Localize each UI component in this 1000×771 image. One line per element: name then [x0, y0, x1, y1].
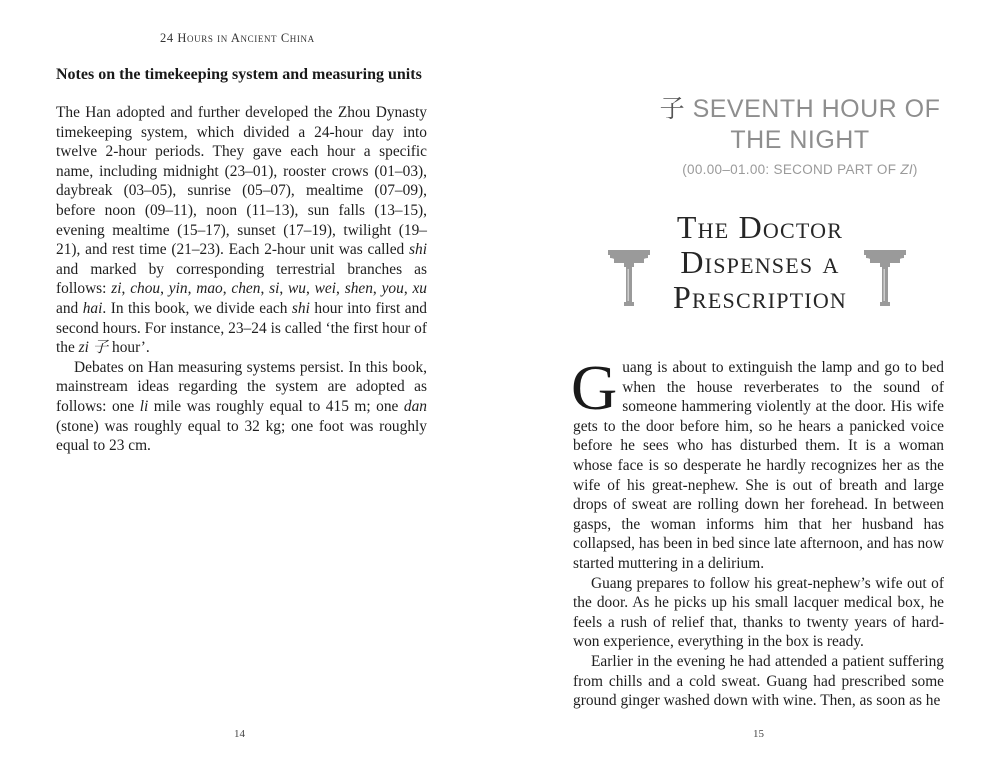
chapter-title-line3: Prescription — [673, 279, 847, 315]
chapter-title-line1: The Doctor — [676, 209, 844, 245]
text-run: hour’. — [108, 339, 150, 357]
italic-term: you — [381, 280, 404, 298]
text-run: , — [160, 280, 169, 298]
text-run: , — [121, 280, 131, 298]
paragraph-text: uang is about to extinguish the lamp and go to bed when the house reverberates to the sound of someone hammering violently at the door. His wife gets to the door before him, so he hears a panicked voice before he sees who has disturbed them. It is a woman whose face is so desperate he hardly recognizes her as the wife of his great-nephew. She is out of breath and large drops of sweat are rolling down her forehead. In between gasps, the woman informs him that her husband has collapsed, has been in bed since late afternoon, and has now started muttering in a delirium. — [573, 359, 944, 572]
hour-title — [580, 94, 1000, 125]
left-body-text — [56, 103, 427, 456]
italic-term: wei — [314, 280, 337, 298]
hour-title-line2: THE NIGHT — [730, 126, 870, 154]
italic-term: si — [269, 280, 280, 298]
italic-term: mao — [196, 280, 223, 298]
hour-subtitle-close: ) — [912, 162, 918, 177]
running-head-text: 24 Hours in Ancient China — [160, 31, 315, 45]
text-run: , — [372, 280, 382, 298]
text-run: , — [336, 280, 345, 298]
italic-term: shi — [409, 241, 427, 259]
italic-term: xu — [412, 280, 427, 298]
text-run: , — [187, 280, 197, 298]
italic-term: zi 子 — [78, 339, 109, 357]
text-run: , — [306, 280, 315, 298]
italic-term: shen — [344, 280, 373, 298]
paragraph: Earlier in the evening he had attended a patient suffering from chills and a cold sweat. Guang had prescribed some ground ginger washed down with wine. Then, as soon as he — [573, 652, 944, 710]
italic-term: hai — [82, 299, 103, 317]
text-run: , — [222, 280, 232, 298]
paragraph — [56, 358, 427, 456]
text-run: . In this book, we divide each — [102, 299, 292, 317]
right-body-text — [571, 352, 944, 711]
paragraph — [56, 103, 427, 358]
page-number: 15 — [753, 728, 764, 740]
text-run: mile was roughly equal to 415 m; one — [148, 397, 404, 415]
hour-subtitle — [580, 162, 1000, 177]
italic-term: yin — [168, 280, 188, 298]
italic-term: chou — [130, 280, 161, 298]
italic-term: shi — [291, 299, 310, 317]
paragraph: Guang prepares to follow his great-nephew’s wife out of the door. As he picks up his small lacquer medical box, he feels a rush of relief that, thanks to twenty years of hard-won experience, everything in the box is ready. — [573, 574, 944, 651]
bracket-pillar-ornament-icon — [864, 250, 906, 308]
text-run: and marked by corresponding terrestrial branches as follows: — [56, 260, 427, 298]
hour-subtitle-open: (00.00–01.00: SECOND PART OF — [682, 162, 901, 177]
text-run: and — [56, 299, 83, 317]
italic-term: zi — [111, 280, 122, 298]
italic-term: wu — [288, 280, 307, 298]
text-run: (stone) was roughly equal to 32 kg; one foot was roughly equal to 23 cm. — [56, 417, 427, 455]
hour-title-line1: SEVENTH HOUR OF — [692, 95, 941, 123]
page-number: 14 — [234, 728, 245, 740]
running-head — [160, 31, 315, 46]
right-page — [500, 0, 1000, 771]
text-run: The Han adopted and further developed the Zhou Dynasty timekeeping system, which divided a 24-hour day into twelve 2-hour periods. They gave each hour a specific name, including midnight (23–01), rooster crows (01–03), daybreak (03–05), sunrise (05–07), mealtime (07–09), before noon (09–11), noon (11–13), sun falls (13–15), evening mealtime (15–17), sunset (17–19), twilight (19–21), and rest time (21–23). Each 2-hour unit was called — [56, 104, 427, 259]
paragraph — [571, 352, 944, 574]
text-run: , — [260, 280, 270, 298]
italic-term: li — [139, 397, 149, 415]
text-run: , — [279, 280, 289, 298]
italic-term: chen — [231, 280, 261, 298]
hour-glyph: 子 — [659, 95, 686, 123]
chapter-title-line2: Dispenses a — [680, 244, 840, 280]
drop-cap: G — [571, 352, 618, 423]
text-run: Debates on Han measuring systems persist. In this book, mainstream ideas regarding the system are adopted as follows: one — [56, 358, 427, 415]
notes-heading: Notes on the timekeeping system and measuring units — [56, 66, 422, 83]
text-run: hour into first and second hours. For instance, 23–24 is called ‘the first hour of the — [56, 299, 427, 357]
hour-subtitle-italic: ZI — [900, 162, 913, 177]
text-run: , — [403, 280, 413, 298]
italic-term: dan — [403, 397, 427, 415]
